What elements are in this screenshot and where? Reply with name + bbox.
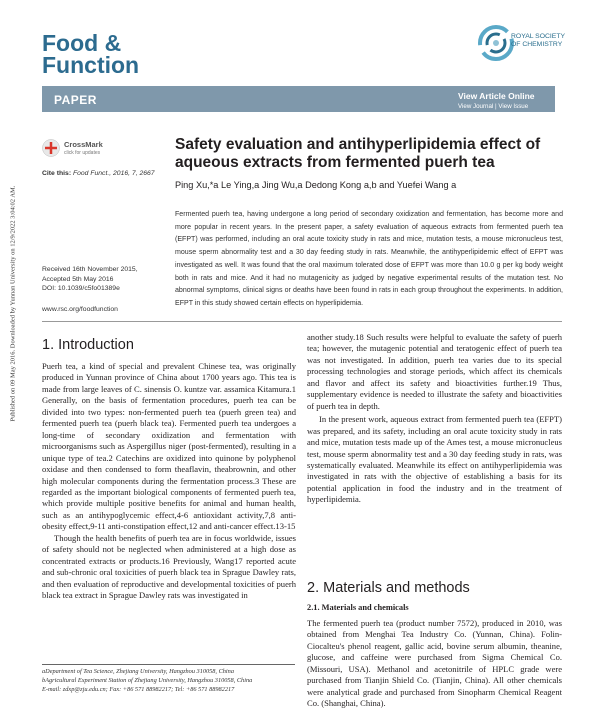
abstract: Fermented puerh tea, having undergone a long period of secondary oxidization and fermentation, has become more and more popular in recent years. In the present paper, a safety evaluation of aqueous extracts from fermented puerh tea (EFPT) was performed, including an oral acute toxicity study in rats and mice, mutation tests, a mouse micronucleus test, mouse sperm abnormality test and a 30 day feeding study in rats. Meanwhile, the antihyperlipidemic effect of EFPT was investigated as well. It was found that the oral maximum tolerated dose of EFPT was more than 10.0 g per kg body weight both in rats and mice. And it had no mutagenicity as judged by negative experimental results of the mutation test. No abnormal symptoms, clinical signs or deaths have been found in rats in each group throughout the experiments. In addition, EFPT in this study showed certain effects on hyperlipidemia. bbox=[175, 211, 563, 307]
affiliations bbox=[42, 667, 302, 694]
view-article-online-link[interactable]: View Article Online bbox=[458, 91, 535, 101]
footnote-rule bbox=[42, 664, 295, 665]
citation bbox=[42, 170, 155, 177]
methods-paragraph: The fermented puerh tea (product number 7572), produced in 2010, was obtained from Menghai Tea Industry Co. (Yunnan, China). Folin-Ciocalteu's phenol reagent, gallic acid, bovine serum albumin, theanine, glucose, and caffeine were purchased from Sigma Chemical Co. (Missouri, USA). Methanol and acetonitrile of HPLC grade were purchased from Tianjin Shield Co. (Tianjin, China). All other chemicals were analytical grade and purchased from Sinopharm Chemical Reagent Co. (Shanghai, China). bbox=[307, 618, 562, 709]
right-column-top bbox=[307, 332, 562, 506]
rsc-logo-text bbox=[511, 33, 565, 48]
left-column bbox=[42, 361, 296, 602]
intro-paragraph-1: Puerh tea, a kind of special and prevalent Chinese tea, was originally produced in Yunnan province of China about 1700 years ago. This tea is made from large leaves of C. sinensis O. kuntze var. assamica Kitamura.1 Generally, on the basis of fermentation procedures, puerh tea can be divided into two types: non-fermented puerh tea (puerh green tea) and fermented puerh tea (puerh black tea). Fermented puerh tea undergoes a long-time of secondary oxidization and fermentation with microorganisms such as Aspergillus niger (post-fermented), resulting in a unique type of tea.2 Catechins are oxidized into quinone by polyphenol oxidase and then condensed to form theaflavin, theabrownin, and other high molecular components during the fermentation process.3 These are regarded as the important biological components of fermented puerh tea, which provide multiple positive benefits for animal and human health, such as an antihypoglycemic effect,4-6 antioxidant activity,7,8 anti-obesity effect,9-11 anti-constipation effect,12 and anti-cancer effect.13-15 bbox=[42, 361, 296, 532]
intro-paragraph-4: In the present work, aqueous extract from fermented puerh tea (EFPT) was prepared, and its safety, including an oral acute toxicity study in rats and mice, mutation tests made up of the Ames test, a mouse micronucleus test, mouse sperm abnormality test and a 30 day feeding study in rats, was systematically evaluated. Meanwhile its effect on antihyperlipidemia was investigated in rats with the objective of establishing a basis for its potential application in food the industry and in the treatment of hyperlipidemia. bbox=[307, 414, 562, 505]
affiliation-a: aDepartment of Tea Science, Zhejiang University, Hangzhou 310058, China bbox=[42, 668, 234, 675]
journal-title[interactable] bbox=[42, 32, 139, 76]
view-journal-issue-links[interactable]: View Journal | View Issue bbox=[458, 103, 529, 110]
cite-ref: Food Funct., 2016, 7, 2667 bbox=[72, 170, 155, 177]
journal-website-link[interactable]: www.rsc.org/foodfunction bbox=[42, 306, 118, 313]
methods-subheading: 2.1. Materials and chemicals bbox=[307, 603, 409, 612]
article-history bbox=[42, 265, 138, 294]
divider bbox=[42, 321, 562, 322]
journal-title-line1: Food & bbox=[42, 30, 122, 56]
author-list: Ping Xu,*a Le Ying,a Jing Wu,a Dedong Kong a,b and Yuefei Wang a bbox=[175, 180, 457, 190]
rsc-line1: ROYAL SOCIETY bbox=[511, 33, 566, 40]
intro-paragraph-3: another study.18 Such results were helpful to evaluate the safety of puerh tea; however, the mutagenic potential and teratogenic effect of puerh tea was not investigated. In addition, puerh tea varies due to its special processing technologies and storage periods, which affect its chemicals and flavor and affect its safety and bioactivities further.19 Thus, supplementary evidence is needed to illustrate the safety and bioactivities of puerh tea in depth. bbox=[307, 332, 562, 411]
crossmark-icon[interactable] bbox=[42, 139, 60, 157]
crossmark-sub: click for updates bbox=[64, 150, 101, 156]
crossmark-label[interactable]: CrossMark bbox=[64, 140, 103, 149]
download-stamp: Published on 09 May 2016. Downloaded by Yunnan University on 12/9/2022 3:04:02 AM. bbox=[9, 185, 17, 422]
received-date: Received 16th November 2015, bbox=[42, 266, 138, 273]
cite-label: Cite this: bbox=[42, 170, 72, 177]
intro-paragraph-2: Though the health benefits of puerh tea are in focus worldwide, issues of safety should not be neglected when administered at a high dose as concentrated extracts or products.16 Previously, Wang17 reported acute and sub-chronic oral toxicities of puerh black tea in Sprague Dawley rats, and then evaluation of reproductive and developmental toxicities of puerh black tea extract in Sprague Dawley rats was investigated in bbox=[42, 532, 296, 601]
methods-heading: 2. Materials and methods bbox=[307, 580, 470, 596]
intro-heading: 1. Introduction bbox=[42, 337, 134, 353]
rsc-logo-icon[interactable] bbox=[476, 19, 516, 67]
contact-email[interactable]: E-mail: zdxp@zju.edu.cn; Fax: +86 571 88982217; Tel: +86 571 88982217 bbox=[42, 686, 235, 693]
rsc-line2: OF CHEMISTRY bbox=[511, 40, 563, 48]
accepted-date: Accepted 5th May 2016 bbox=[42, 275, 114, 283]
affiliation-b: bAgricultural Experiment Station of Zhejiang University, Hangzhou 310058, China bbox=[42, 677, 253, 684]
doi[interactable]: DOI: 10.1039/c5fo01389e bbox=[42, 285, 120, 293]
article-title: Safety evaluation and antihyperlipidemia effect of aqueous extracts from fermented puerh tea bbox=[175, 136, 541, 171]
journal-title-line2: Function bbox=[42, 52, 140, 78]
section-label: PAPER bbox=[54, 93, 97, 107]
